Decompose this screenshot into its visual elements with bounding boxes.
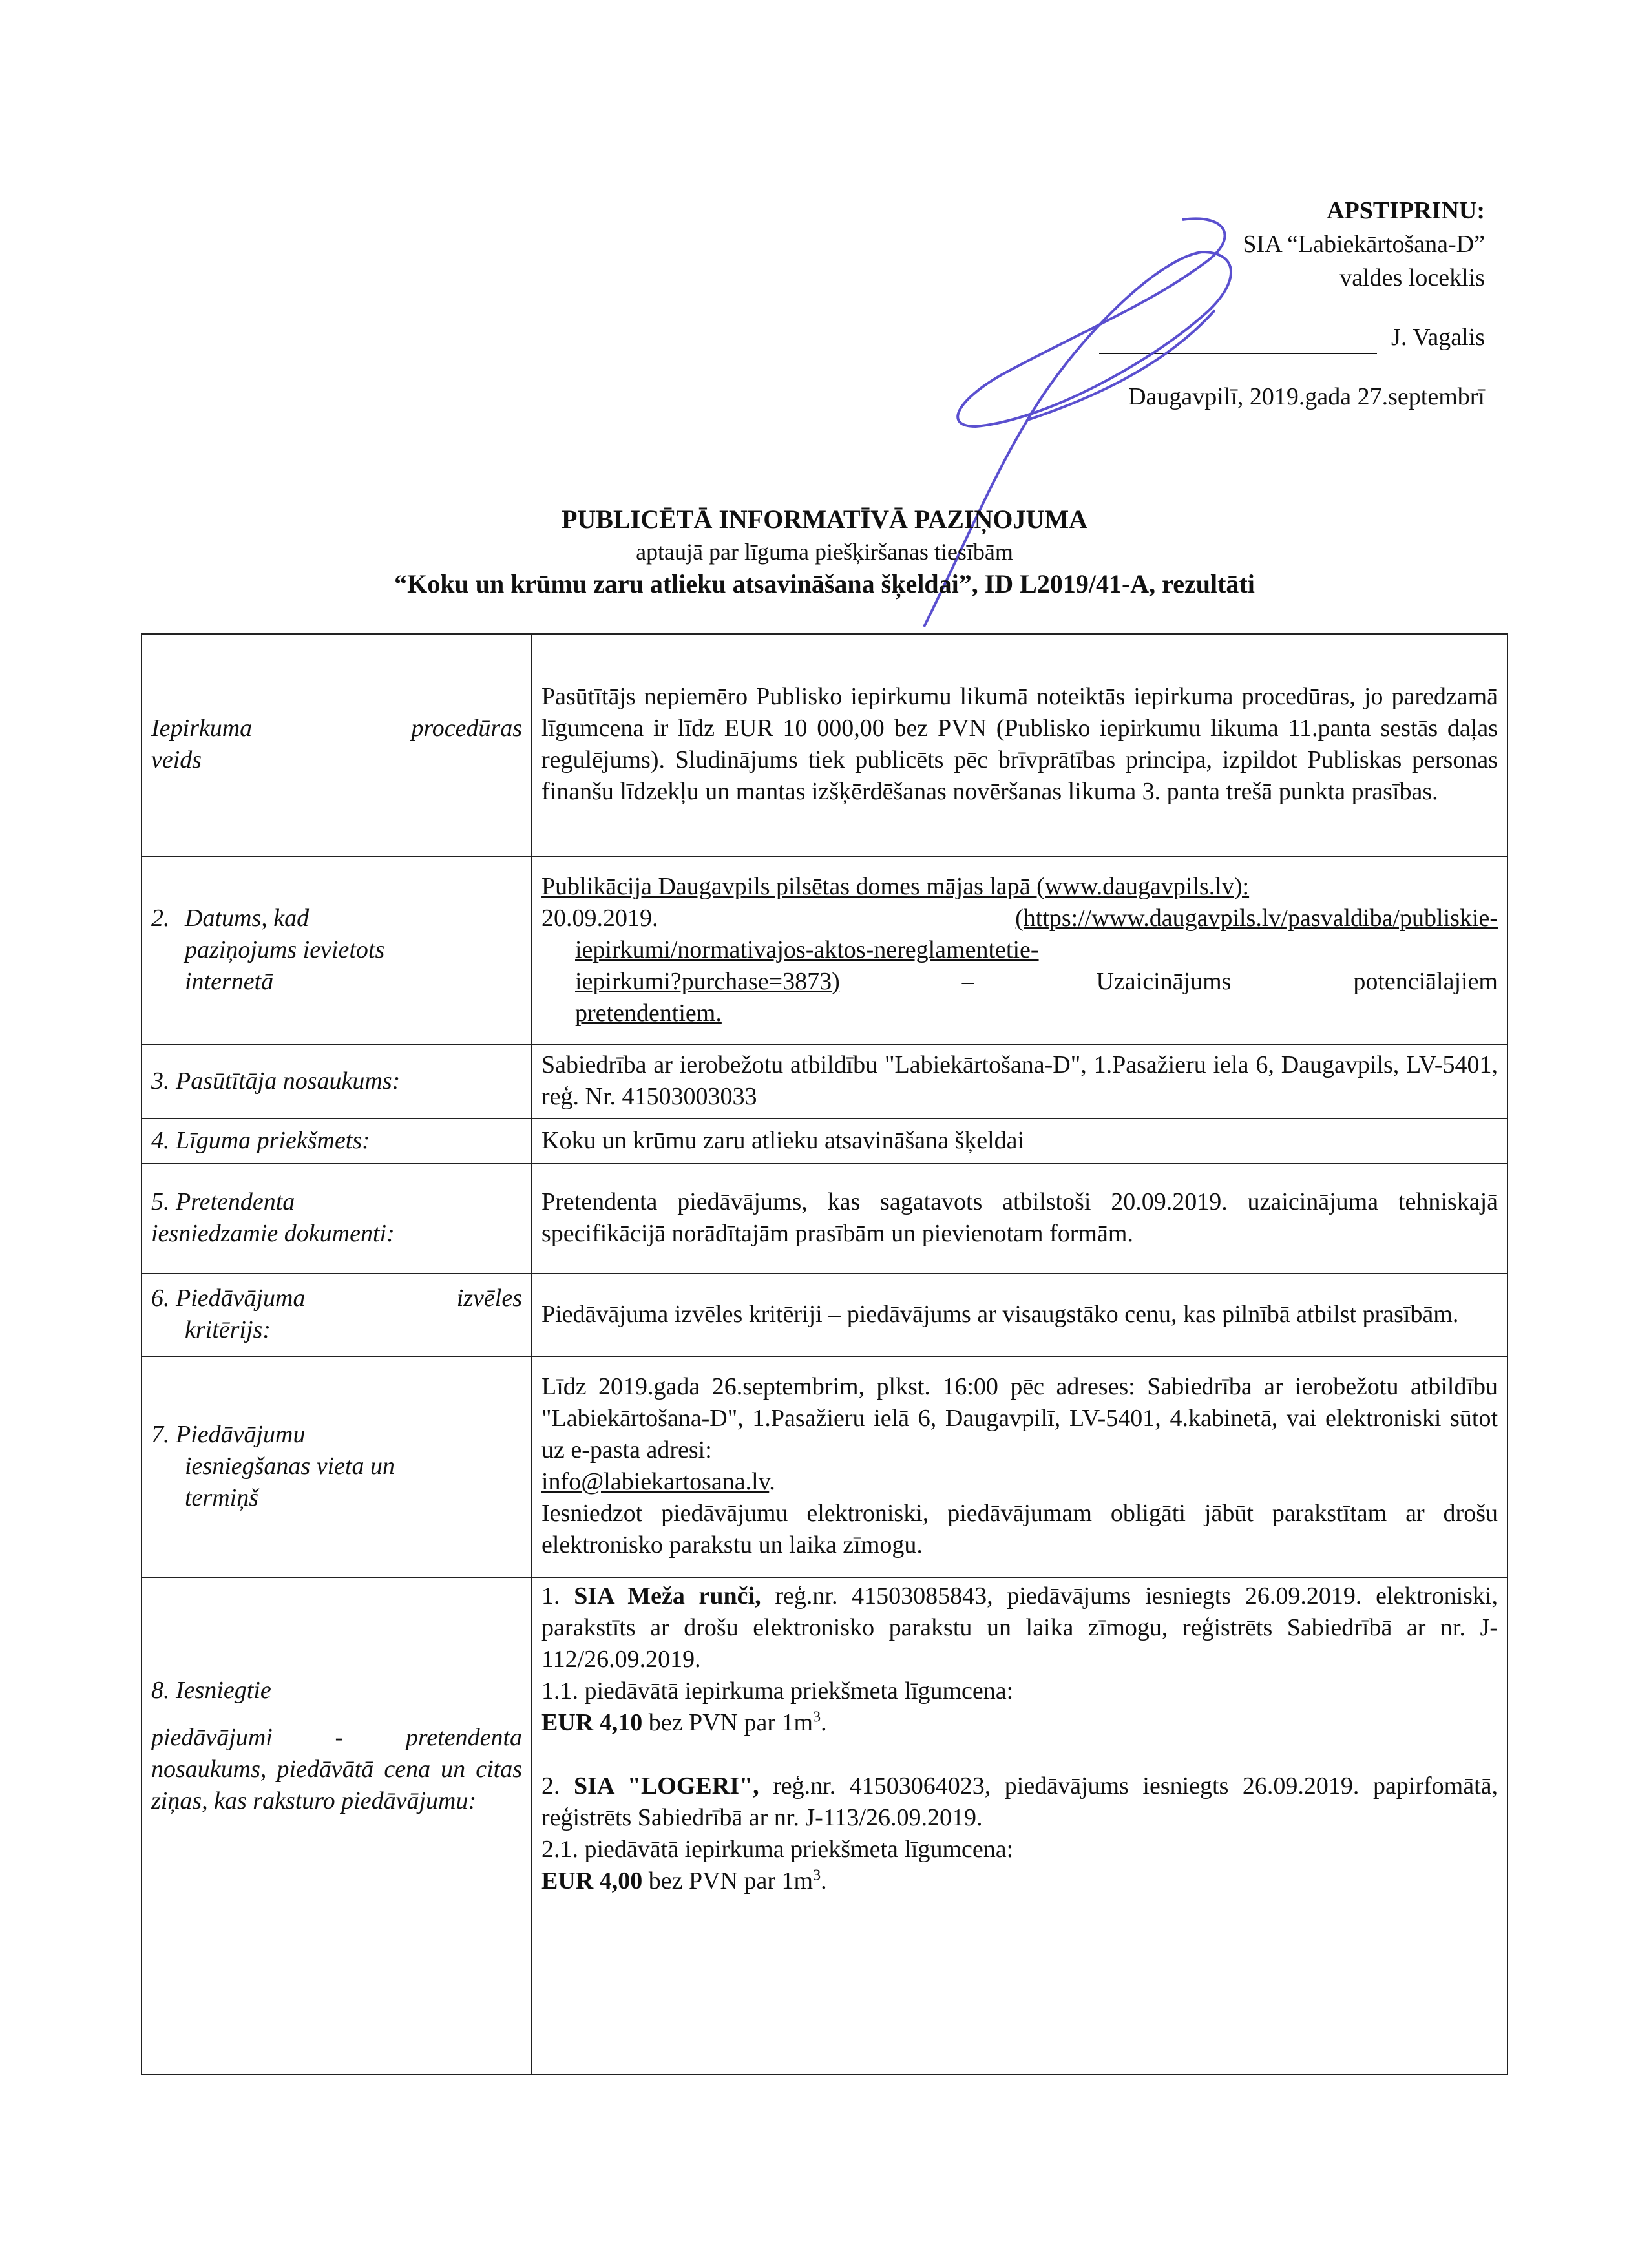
label-text: 5. Pretendenta bbox=[151, 1188, 295, 1215]
offer-name: SIA Meža runči, bbox=[574, 1582, 761, 1610]
table-row bbox=[142, 634, 1507, 856]
table-row bbox=[142, 1045, 1507, 1118]
offer-unit-sup: 3 bbox=[813, 1867, 821, 1884]
procurement-info-table bbox=[141, 633, 1508, 2075]
label-text: piedāvājumi - pretendenta nosaukums, piedāvātā cena un citas ziņas, kas raksturo piedāvājumu: bbox=[151, 1724, 522, 1814]
publication-url[interactable]: iepirkumi?purchase=3873) bbox=[575, 967, 840, 995]
value-text: pretendentiem. bbox=[575, 999, 722, 1027]
row-label bbox=[142, 856, 532, 1045]
offer-text: reģ.nr. 41503085843, piedāvājums iesniegts 26.09.2019. elektroniski, parakstīts ar drošu elektronisko parakstu un laika zīmogu, reģistrēts Sabiedrībā ar nr. J-112/26.09.2019. bbox=[541, 1582, 1498, 1673]
dash: – bbox=[961, 967, 974, 995]
row-value: Sabiedrība ar ierobežotu atbildību "Labiekārtošana-D", 1.Pasažieru iela 6, Daugavpils, LV-5401, reģ. Nr. 41503003033 bbox=[532, 1045, 1507, 1118]
table-row bbox=[142, 1164, 1507, 1274]
approval-block bbox=[1099, 194, 1485, 414]
offer-price-label: 1.1. piedāvātā iepirkuma priekšmeta līgumcena: bbox=[541, 1677, 1014, 1705]
table-row bbox=[142, 1356, 1507, 1577]
offer-unit-end: . bbox=[821, 1709, 827, 1736]
offer-price-label: 2.1. piedāvātā iepirkuma priekšmeta līgumcena: bbox=[541, 1836, 1014, 1863]
value-text: Uzaicinājums bbox=[1096, 967, 1232, 995]
table-row bbox=[142, 1274, 1507, 1356]
approval-heading: APSTIPRINU: bbox=[1327, 197, 1485, 224]
row-label: 3. Pasūtītāja nosaukums: bbox=[142, 1045, 532, 1118]
approval-place-date: Daugavpilī, 2019.gada 27.septembrī bbox=[1128, 383, 1485, 410]
label-text: 8. Iesniegtie bbox=[151, 1677, 271, 1704]
document-title bbox=[0, 503, 1649, 601]
table-row bbox=[142, 1577, 1507, 2075]
title-line-1: PUBLICĒTĀ INFORMATĪVĀ PAZIŅOJUMA bbox=[561, 505, 1088, 534]
publication-link[interactable]: Publikācija Daugavpils pilsētas domes mājas lapā (www.daugavpils.lv): bbox=[541, 872, 1250, 900]
offer-number: 2. bbox=[541, 1772, 560, 1800]
row-value bbox=[532, 856, 1507, 1045]
label-text: izvēles bbox=[456, 1285, 522, 1312]
publication-url[interactable]: iepirkumi/normativajos-aktos-nereglamentetie- bbox=[575, 936, 1039, 963]
label-text: kritērijs: bbox=[185, 1316, 271, 1343]
label-text: paziņojums ievietots bbox=[185, 936, 385, 963]
label-text: termiņš bbox=[185, 1484, 258, 1511]
publication-date: 20.09.2019. bbox=[541, 904, 658, 932]
row-value: Koku un krūmu zaru atlieku atsavināšana šķeldai bbox=[532, 1118, 1507, 1164]
offer-unit-sup: 3 bbox=[813, 1708, 821, 1726]
offer-number: 1. bbox=[541, 1582, 560, 1610]
offer-unit: bez PVN par 1m bbox=[648, 1867, 814, 1895]
row-value: Pretendenta piedāvājums, kas sagatavots atbilstoši 20.09.2019. uzaicinājuma tehniskajā specifikācijā norādītajām prasībām un pievienotam formām. bbox=[532, 1164, 1507, 1274]
row-label bbox=[142, 1274, 532, 1356]
table-row bbox=[142, 1118, 1507, 1164]
approval-signer: J. Vagalis bbox=[1391, 324, 1485, 351]
label-text: internetā bbox=[185, 967, 274, 995]
label-text: Datums, kad bbox=[185, 904, 310, 932]
label-text: 7. Piedāvājumu bbox=[151, 1420, 306, 1448]
approval-signer-row bbox=[1099, 320, 1485, 354]
row-label bbox=[142, 634, 532, 856]
row-value: Piedāvājuma izvēles kritēriji – piedāvājums ar visaugstāko cenu, kas pilnībā atbilst prasībām. bbox=[532, 1274, 1507, 1356]
label-text: iesniegšanas vieta un bbox=[185, 1452, 395, 1480]
label-text: 6. Piedāvājuma bbox=[151, 1285, 306, 1312]
row-label: 4. Līguma priekšmets: bbox=[142, 1118, 532, 1164]
email-link[interactable]: info@labiekartosana.lv bbox=[541, 1468, 770, 1495]
title-line-3: “Koku un krūmu zaru atlieku atsavināšana šķeldai”, ID L2019/41-A, rezultāti bbox=[394, 569, 1255, 598]
value-text: potenciālajiem bbox=[1353, 967, 1498, 995]
offer-unit-end: . bbox=[821, 1867, 827, 1895]
offer-name: SIA "LOGERI", bbox=[574, 1772, 759, 1800]
signature-line bbox=[1099, 328, 1377, 354]
label-text: Iepirkuma bbox=[151, 715, 253, 742]
offer-text: reģ.nr. 41503064023, piedāvājums iesniegts 26.09.2019. papirfomātā, reģistrēts Sabiedrībā ar nr. J-113/26.09.2019. bbox=[541, 1772, 1498, 1831]
row-value: Pasūtītājs nepiemēro Publisko iepirkumu likumā noteiktās iepirkuma procedūras, jo paredzamā līgumcena ir līdz EUR 10 000,00 bez PVN (Publisko iepirkumu likuma 11.panta sestās daļas regulējums). Sludinājums tiek publicēts pēc brīvprātības principa, izpildot Publiskas personas finanšu līdzekļu un mantas izšķērdēšanas novēršanas likuma 3. panta trešā punkta prasības. bbox=[532, 634, 1507, 856]
offer-1 bbox=[541, 1580, 1498, 1739]
row-label bbox=[142, 1164, 532, 1274]
approval-company: SIA “Labiekārtošana-D” bbox=[1243, 231, 1485, 258]
offer-price: EUR 4,10 bbox=[541, 1709, 643, 1736]
title-line-2: aptaujā par līguma piešķiršanas tiesībām bbox=[636, 539, 1013, 565]
offer-2 bbox=[541, 1770, 1498, 1897]
offer-price: EUR 4,00 bbox=[541, 1867, 643, 1895]
row-label bbox=[142, 1577, 532, 2075]
row-value bbox=[532, 1577, 1507, 2075]
label-text: iesniedzamie dokumenti: bbox=[151, 1220, 395, 1247]
label-text: veids bbox=[151, 746, 202, 773]
table-row bbox=[142, 856, 1507, 1045]
row-label bbox=[142, 1356, 532, 1577]
publication-url[interactable]: (https://www.daugavpils.lv/pasvaldiba/publiskie- bbox=[1015, 904, 1498, 932]
row-value: Līdz 2019.gada 26.septembrim, plkst. 16:00 pēc adreses: Sabiedrība ar ierobežotu atbildību "Labiekārtošana-D", 1.Pasažieru ielā 6, Daugavpilī, LV-5401, 4.kabinetā, vai elektroniski sūtot uz e-pasta adresi: info@labiekartosana.lv. Iesniedzot piedāvājumu elektroniski, piedāvājumam obligāti jābūt parakstītam ar drošu elektronisko parakstu un laika zīmogu. bbox=[532, 1356, 1507, 1577]
value-text: Iesniedzot piedāvājumu elektroniski, piedāvājumam obligāti jābūt parakstītam ar drošu elektronisko parakstu un laika zīmogu. bbox=[541, 1500, 1498, 1559]
value-text: Līdz 2019.gada 26.septembrim, plkst. 16:00 pēc adreses: Sabiedrība ar ierobežotu atbildību "Labiekārtošana-D", 1.Pasažieru ielā 6, Daugavpilī, LV-5401, 4.kabinetā, vai elektroniski sūtot uz e-pasta adresi: bbox=[541, 1373, 1498, 1464]
offer-unit: bez PVN par 1m bbox=[648, 1709, 814, 1736]
label-text: procedūras bbox=[411, 715, 522, 742]
approval-position: valdes loceklis bbox=[1339, 264, 1485, 291]
label-number: 2. bbox=[151, 904, 170, 932]
